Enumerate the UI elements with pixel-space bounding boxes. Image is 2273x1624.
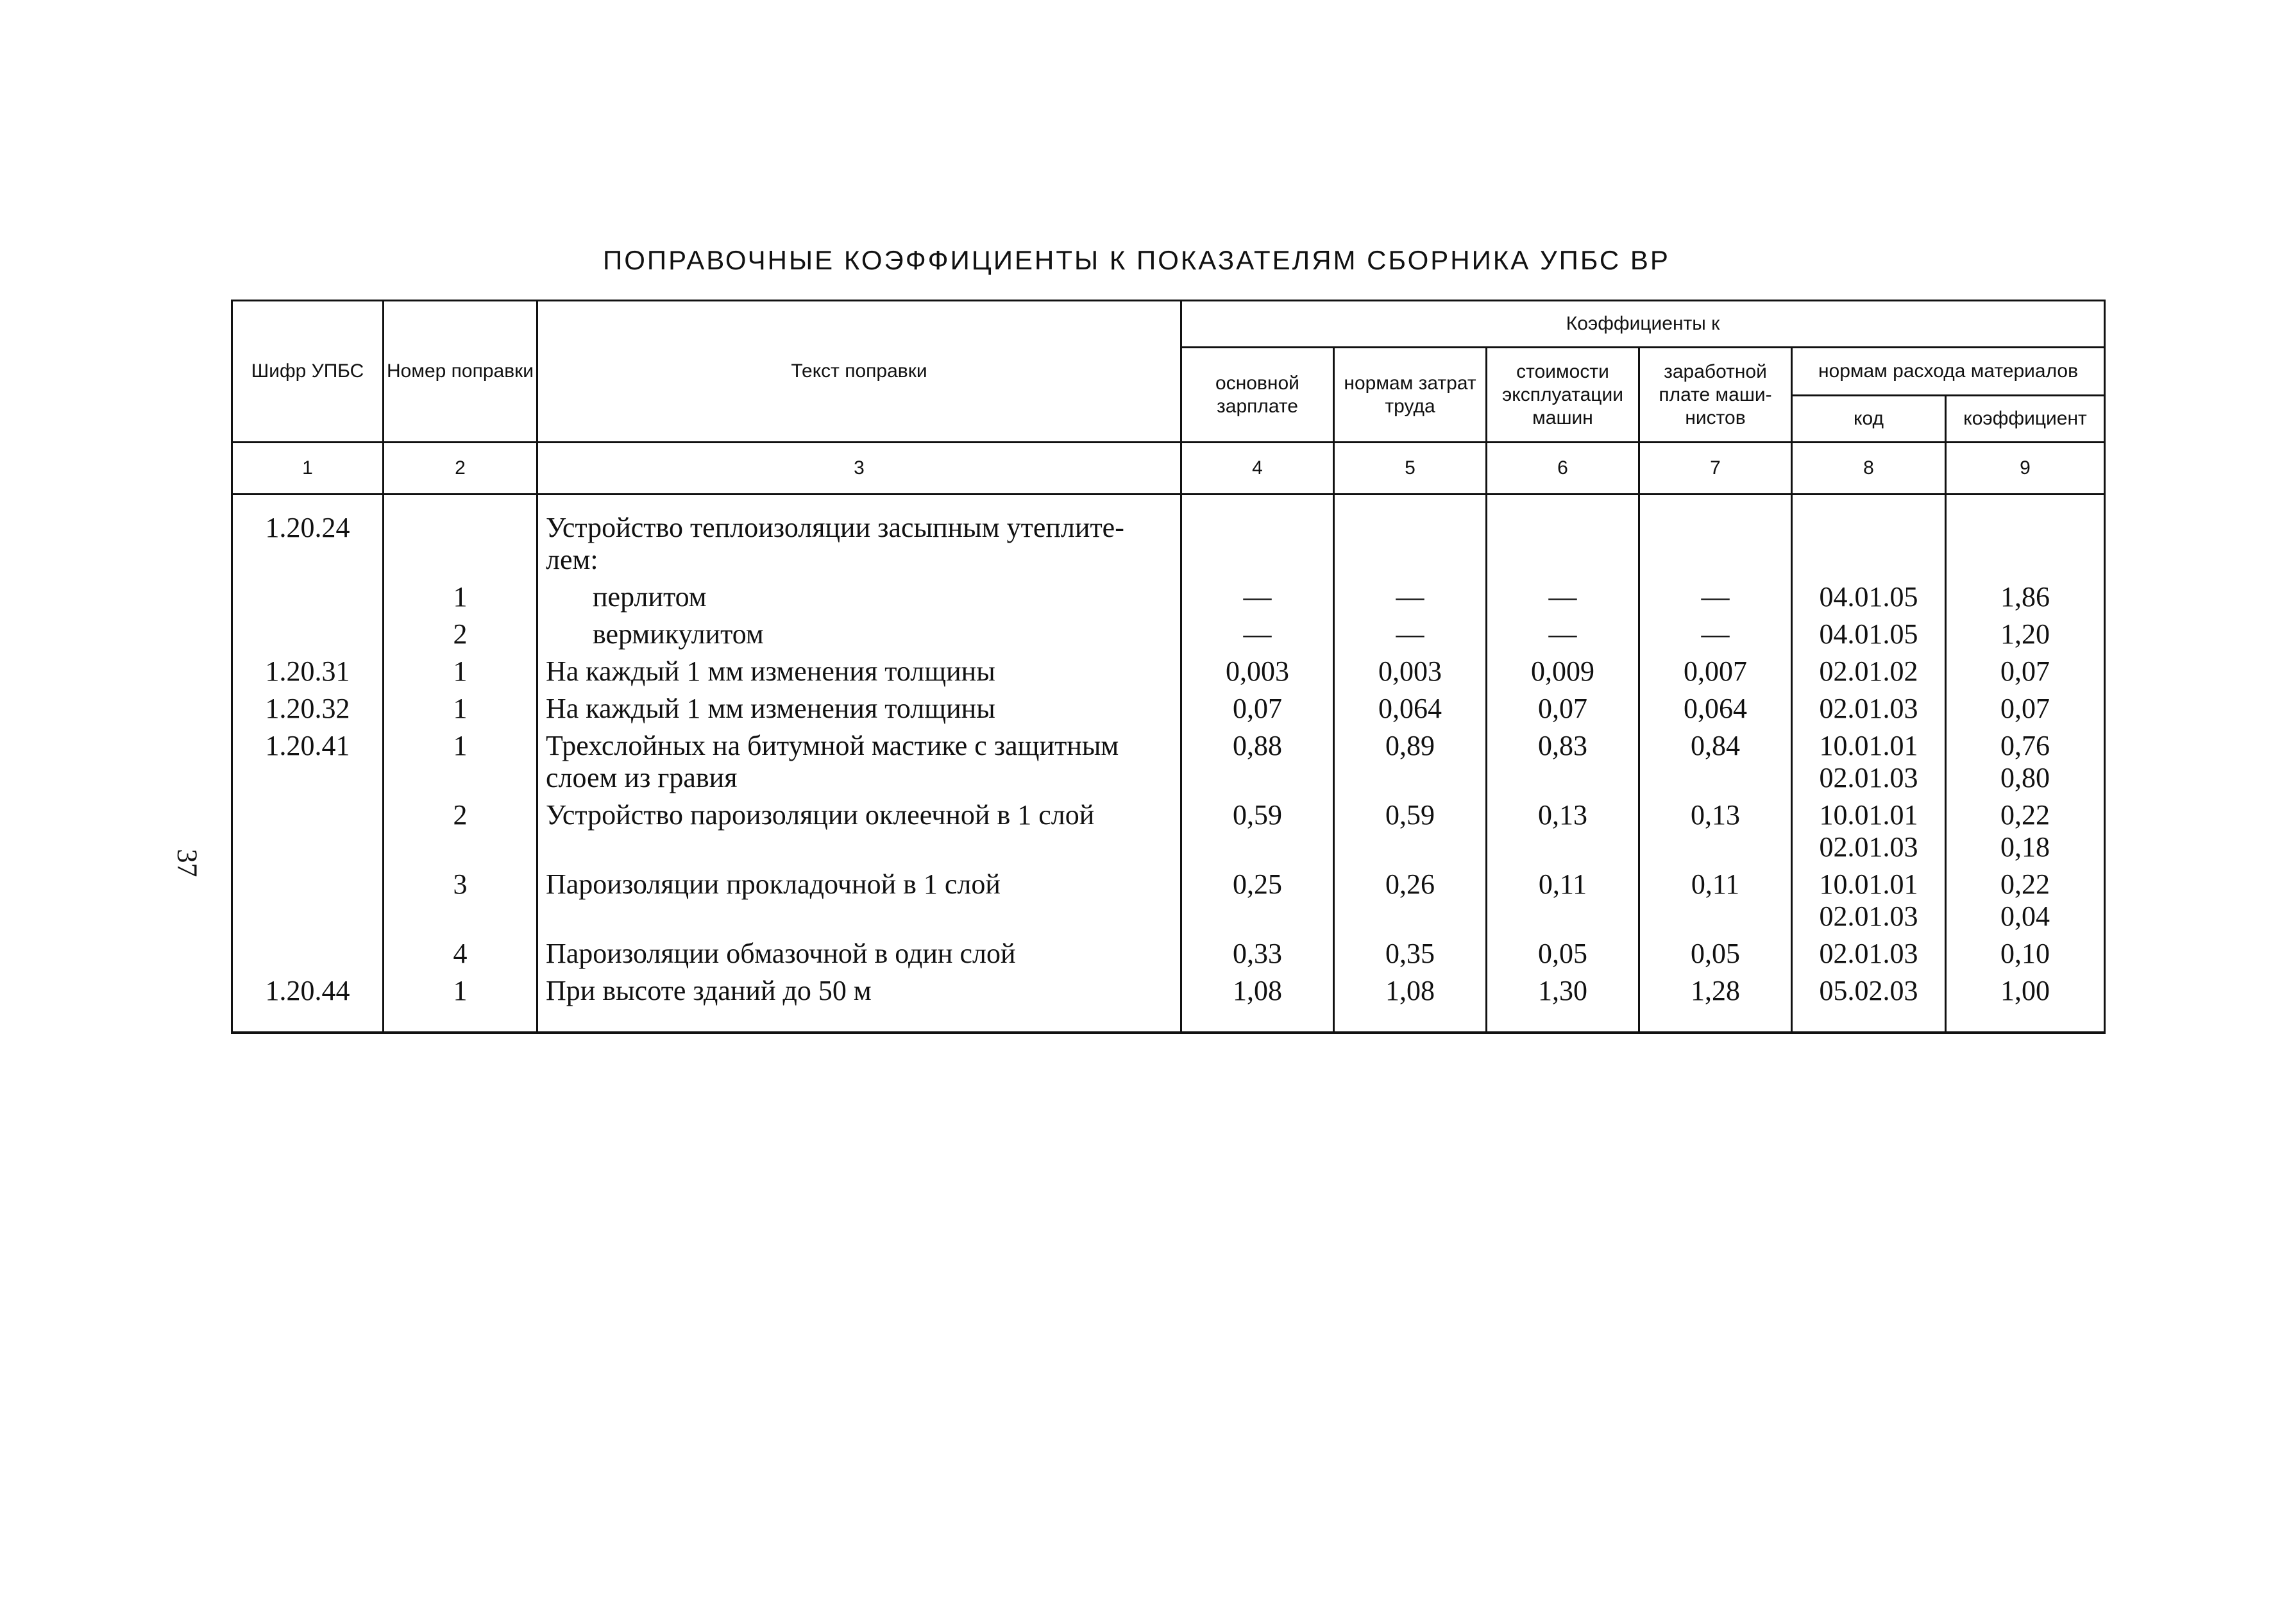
header-text: Текст поправки xyxy=(537,301,1181,443)
cell-machinist-salary: 0,84 xyxy=(1639,730,1792,799)
cell-labor-norms: — xyxy=(1334,581,1487,618)
cell-base-salary: 0,33 xyxy=(1181,938,1334,975)
table-row xyxy=(232,581,2105,618)
cell-text: Устройство пароизоляции оклеечной в 1 слой xyxy=(537,799,1181,868)
cell-labor-norms: 1,08 xyxy=(1334,975,1487,1033)
table-row xyxy=(232,730,2105,799)
cell-machine-cost: 0,07 xyxy=(1487,693,1639,730)
cell-machine-cost xyxy=(1487,512,1639,581)
header-code: Шифр УПБС xyxy=(232,301,384,443)
cell-number xyxy=(384,512,537,581)
cell-base-salary: 0,25 xyxy=(1181,868,1334,938)
cell-code: 1.20.31 xyxy=(232,656,384,693)
table-row xyxy=(232,799,2105,868)
cell-labor-norms: 0,064 xyxy=(1334,693,1487,730)
cell-machine-cost: 0,009 xyxy=(1487,656,1639,693)
header-material-code: код xyxy=(1792,396,1946,443)
cell-code xyxy=(232,581,384,618)
cell-material-code: 04.01.05 xyxy=(1792,618,1946,656)
cell-base-salary xyxy=(1181,512,1334,581)
cell-number: 2 xyxy=(384,799,537,868)
spacer-cell xyxy=(232,495,384,512)
cell-material-code: 05.02.03 xyxy=(1792,975,1946,1033)
cell-material-code: 10.01.01 02.01.03 xyxy=(1792,799,1946,868)
cell-number: 3 xyxy=(384,868,537,938)
spacer-cell xyxy=(1946,495,2105,512)
cell-base-salary: 0,59 xyxy=(1181,799,1334,868)
cell-material-coef: 0,10 xyxy=(1946,938,2105,975)
cell-code xyxy=(232,618,384,656)
cell-number: 1 xyxy=(384,581,537,618)
cell-base-salary: 1,08 xyxy=(1181,975,1334,1033)
cell-number: 1 xyxy=(384,693,537,730)
cell-labor-norms: 0,35 xyxy=(1334,938,1487,975)
cell-labor-norms: 0,26 xyxy=(1334,868,1487,938)
column-number: 3 xyxy=(537,443,1181,495)
cell-machinist-salary: 1,28 xyxy=(1639,975,1792,1033)
cell-machine-cost: — xyxy=(1487,618,1639,656)
header-base-salary: основной зарплате xyxy=(1181,348,1334,443)
cell-code: 1.20.41 xyxy=(232,730,384,799)
column-numbers-row xyxy=(232,443,2105,495)
cell-text: На каждый 1 мм изменения толщины xyxy=(537,656,1181,693)
spacer-cell xyxy=(1792,495,1946,512)
header-machine-cost: стоимости эксплуатации машин xyxy=(1487,348,1639,443)
cell-machinist-salary xyxy=(1639,512,1792,581)
column-number: 4 xyxy=(1181,443,1334,495)
table-row xyxy=(232,618,2105,656)
cell-material-code: 02.01.03 xyxy=(1792,693,1946,730)
page-number: 37 xyxy=(171,849,203,877)
cell-labor-norms: 0,89 xyxy=(1334,730,1487,799)
cell-machine-cost: 0,11 xyxy=(1487,868,1639,938)
cell-material-code: 02.01.02 xyxy=(1792,656,1946,693)
table-row xyxy=(232,656,2105,693)
cell-code xyxy=(232,868,384,938)
cell-material-coef xyxy=(1946,512,2105,581)
cell-material-coef: 1,86 xyxy=(1946,581,2105,618)
cell-machine-cost: 0,05 xyxy=(1487,938,1639,975)
cell-material-code xyxy=(1792,512,1946,581)
cell-material-coef: 0,76 0,80 xyxy=(1946,730,2105,799)
cell-text: Пароизоляции прокладочной в 1 слой xyxy=(537,868,1181,938)
cell-text: При высоте зданий до 50 м xyxy=(537,975,1181,1033)
column-number: 6 xyxy=(1487,443,1639,495)
cell-machine-cost: — xyxy=(1487,581,1639,618)
cell-material-code: 04.01.05 xyxy=(1792,581,1946,618)
cell-labor-norms: 0,003 xyxy=(1334,656,1487,693)
cell-labor-norms xyxy=(1334,512,1487,581)
page-title: ПОПРАВОЧНЫЕ КОЭФФИЦИЕНТЫ К ПОКАЗАТЕЛЯМ СБОРНИКА УПБС ВР xyxy=(603,245,1670,275)
cell-labor-norms: — xyxy=(1334,618,1487,656)
spacer-cell xyxy=(1639,495,1792,512)
cell-material-coef: 1,20 xyxy=(1946,618,2105,656)
table-row xyxy=(232,868,2105,938)
cell-text: Устройство теплоизоляции засыпным утеплите-лем: xyxy=(537,512,1181,581)
cell-text: На каждый 1 мм изменения толщины xyxy=(537,693,1181,730)
cell-code xyxy=(232,938,384,975)
cell-code: 1.20.32 xyxy=(232,693,384,730)
cell-base-salary: 0,07 xyxy=(1181,693,1334,730)
column-number: 2 xyxy=(384,443,537,495)
cell-text: вермикулитом xyxy=(537,618,1181,656)
spacer-cell xyxy=(1334,495,1487,512)
table-row xyxy=(232,975,2105,1033)
cell-machine-cost: 1,30 xyxy=(1487,975,1639,1033)
cell-machinist-salary: 0,11 xyxy=(1639,868,1792,938)
cell-text: Трехслойных на битумной мастике с защитным слоем из гравия xyxy=(537,730,1181,799)
table-row xyxy=(232,938,2105,975)
cell-material-coef: 0,07 xyxy=(1946,656,2105,693)
cell-number: 2 xyxy=(384,618,537,656)
column-number: 9 xyxy=(1946,443,2105,495)
cell-material-code: 02.01.03 xyxy=(1792,938,1946,975)
table-body xyxy=(232,495,2105,1033)
cell-text: Пароизоляции обмазочной в один слой xyxy=(537,938,1181,975)
cell-material-coef: 0,22 0,04 xyxy=(1946,868,2105,938)
header-materials-group: нормам расхода материалов xyxy=(1792,348,2105,396)
column-number: 8 xyxy=(1792,443,1946,495)
cell-machinist-salary: — xyxy=(1639,618,1792,656)
spacer-cell xyxy=(537,495,1181,512)
cell-material-coef: 0,22 0,18 xyxy=(1946,799,2105,868)
cell-code: 1.20.44 xyxy=(232,975,384,1033)
spacer-cell xyxy=(1181,495,1334,512)
cell-machinist-salary: 0,064 xyxy=(1639,693,1792,730)
cell-material-coef: 0,07 xyxy=(1946,693,2105,730)
cell-machine-cost: 0,83 xyxy=(1487,730,1639,799)
cell-base-salary: — xyxy=(1181,618,1334,656)
cell-code: 1.20.24 xyxy=(232,512,384,581)
cell-material-code: 10.01.01 02.01.03 xyxy=(1792,730,1946,799)
header-coef-group: Коэффициенты к xyxy=(1181,301,2105,348)
spacer-cell xyxy=(384,495,537,512)
cell-number: 1 xyxy=(384,975,537,1033)
cell-machinist-salary: — xyxy=(1639,581,1792,618)
cell-machinist-salary: 0,007 xyxy=(1639,656,1792,693)
column-number: 1 xyxy=(232,443,384,495)
cell-machine-cost: 0,13 xyxy=(1487,799,1639,868)
header-labor-norms: нормам затрат труда xyxy=(1334,348,1487,443)
cell-text: перлитом xyxy=(537,581,1181,618)
cell-number: 1 xyxy=(384,656,537,693)
spacer-cell xyxy=(1487,495,1639,512)
cell-machinist-salary: 0,05 xyxy=(1639,938,1792,975)
cell-base-salary: 0,88 xyxy=(1181,730,1334,799)
cell-machinist-salary: 0,13 xyxy=(1639,799,1792,868)
cell-number: 1 xyxy=(384,730,537,799)
table-row xyxy=(232,693,2105,730)
column-number: 7 xyxy=(1639,443,1792,495)
cell-labor-norms: 0,59 xyxy=(1334,799,1487,868)
header-number: Номер поправки xyxy=(384,301,537,443)
cell-material-code: 10.01.01 02.01.03 xyxy=(1792,868,1946,938)
corrections-table xyxy=(231,300,2106,1034)
header-material-coef: коэффициент xyxy=(1946,396,2105,443)
header-machinist-salary: заработной плате маши-нистов xyxy=(1639,348,1792,443)
cell-base-salary: — xyxy=(1181,581,1334,618)
table-row xyxy=(232,512,2105,581)
cell-code xyxy=(232,799,384,868)
cell-material-coef: 1,00 xyxy=(1946,975,2105,1033)
cell-number: 4 xyxy=(384,938,537,975)
cell-base-salary: 0,003 xyxy=(1181,656,1334,693)
column-number: 5 xyxy=(1334,443,1487,495)
